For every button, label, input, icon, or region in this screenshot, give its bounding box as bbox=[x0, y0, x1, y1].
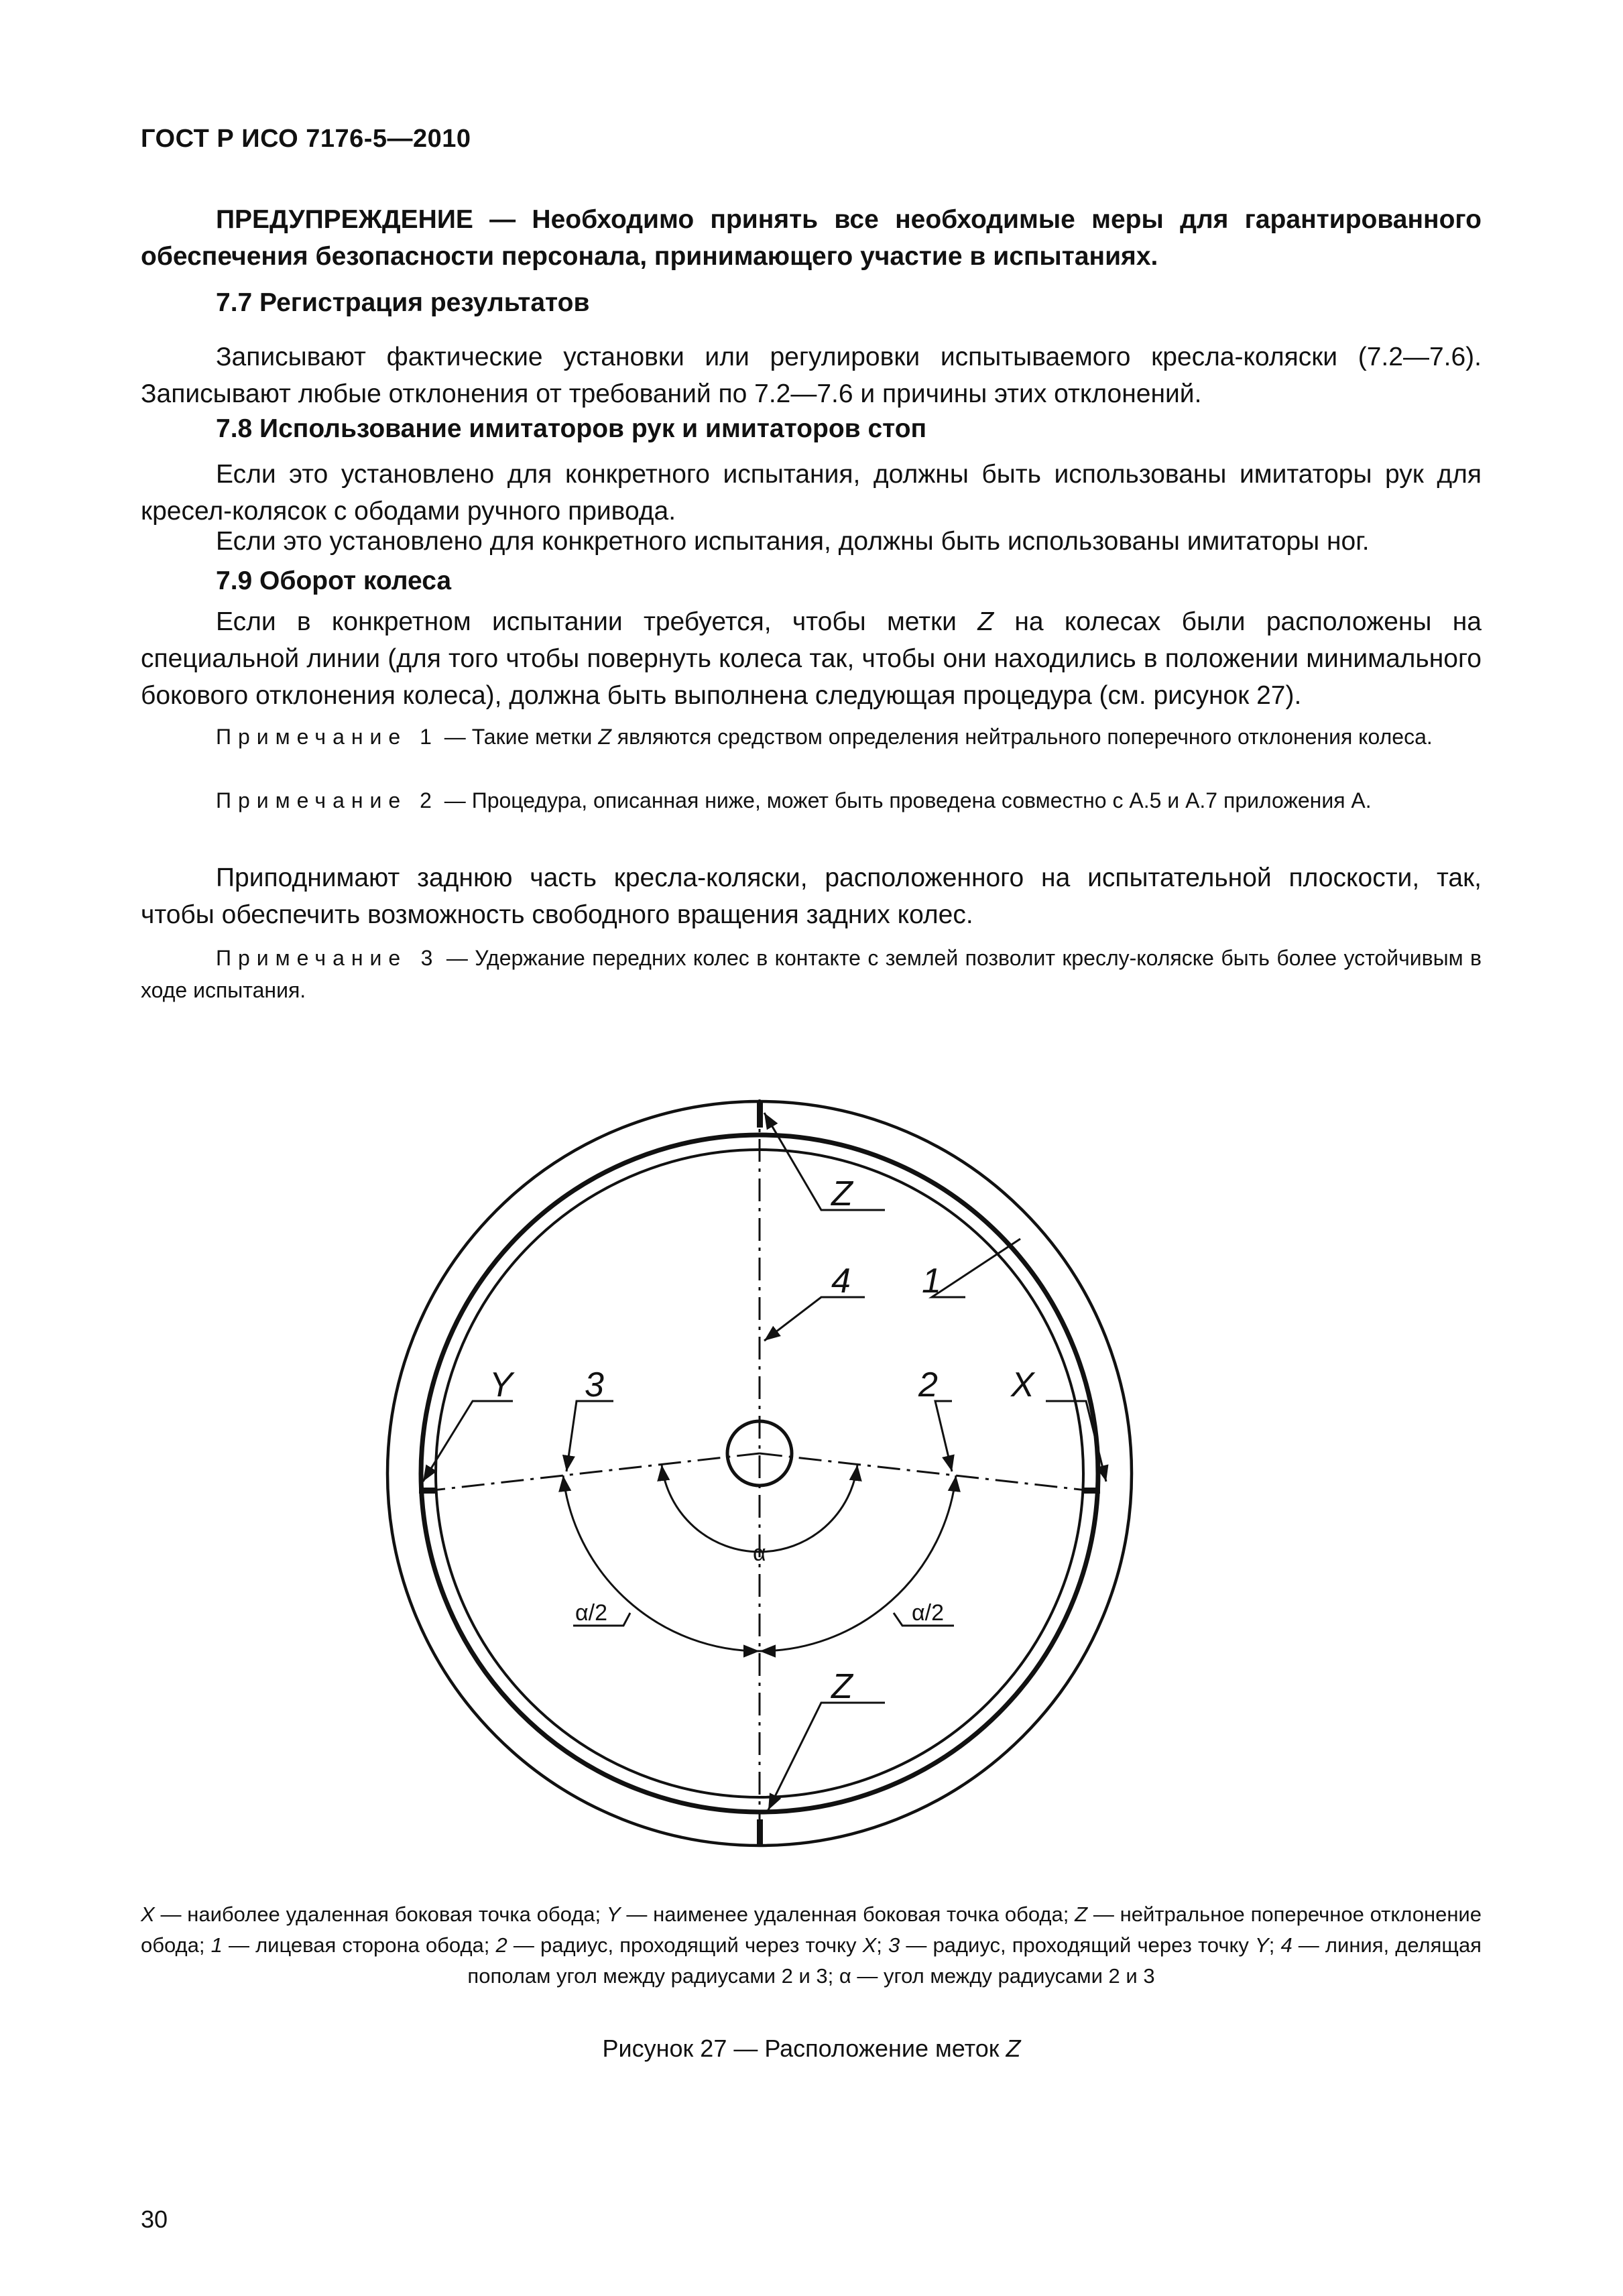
label-x: X bbox=[1011, 1366, 1034, 1404]
section-7-9-paragraph-1: Если в конкретном испытании требуется, чтобы метки Z на колесах были расположены на специальной линии (для того чтобы повернуть колеса так, чтобы они находились в положении минимального бокового отклонения колеса), должна быть выполнена следующая процедура (см. рисунок 27). bbox=[141, 607, 1482, 710]
section-7-8-paragraph-2: Если это установлено для конкретного испытания, должны быть использованы имитаторы ног. bbox=[216, 527, 1370, 556]
leader-4 bbox=[764, 1297, 865, 1341]
label-4: 4 bbox=[831, 1262, 851, 1301]
label-1: 1 bbox=[922, 1262, 941, 1301]
label-y: Y bbox=[489, 1366, 513, 1404]
z-mark-bottom bbox=[757, 1819, 763, 1846]
warning-paragraph: ПРЕДУПРЕЖДЕНИЕ — Необходимо принять все необходимые меры для гарантированного обеспечения безопасности персонала, принимающего участие в испытаниях. bbox=[141, 205, 1482, 271]
label-3: 3 bbox=[585, 1366, 604, 1404]
label-alpha-half-right: α/2 bbox=[912, 1600, 945, 1626]
label-alpha: α bbox=[753, 1540, 766, 1566]
section-7-8-paragraph-1: Если это установлено для конкретного испытания, должны быть использованы имитаторы рук для кресел-колясок с ободами ручного привода. bbox=[141, 460, 1482, 526]
leader-3 bbox=[566, 1401, 613, 1471]
page-number: 30 bbox=[141, 2206, 168, 2233]
section-7-9-paragraph-2: Приподнимают заднюю часть кресла-коляски, расположенного на испытательной плоскости, так, чтобы обеспечить возможность свободного вращения задних колес. bbox=[141, 863, 1482, 929]
figure-caption: Рисунок 27 — Расположение меток Z bbox=[602, 2035, 1021, 2062]
radius-3 bbox=[421, 1453, 760, 1492]
document-header: ГОСТ Р ИСО 7176-5—2010 bbox=[141, 125, 471, 153]
note-3: Примечание 3 — Удержание передних колес в контакте с землей позволит креслу-коляске быть более устойчивым в ходе испытания. bbox=[141, 946, 1482, 1002]
label-alpha-half-left: α/2 bbox=[575, 1600, 608, 1626]
radius-2 bbox=[760, 1453, 1098, 1492]
label-2: 2 bbox=[918, 1366, 938, 1404]
section-7-7-title: 7.7 Регистрация результатов bbox=[216, 288, 590, 317]
figure-legend: X — наиболее удаленная боковая точка обода; Y — наименее удаленная боковая точка обода; Z — нейтральное поперечное отклонение обода; 1 — лицевая сторона обода; 2 — радиус, проходящий через точку X; 3 — радиус, проходящий через точку Y; 4 — линия, делящая пополам угол между радиусами 2 и 3; α — угол между радиусами 2 и 3 bbox=[141, 1902, 1482, 1988]
section-7-8-title: 7.8 Использование имитаторов рук и имитаторов стоп bbox=[216, 414, 927, 443]
label-z-bottom: Z bbox=[831, 1667, 853, 1706]
label-z-top: Z bbox=[831, 1174, 853, 1213]
note-2: Примечание 2 — Процедура, описанная ниже, может быть проведена совместно с А.5 и А.7 приложения А. bbox=[216, 788, 1372, 812]
leader-2 bbox=[935, 1401, 952, 1471]
section-7-7-paragraph: Записывают фактические установки или регулировки испытываемого кресла-коляски (7.2—7.6). Записывают любые отклонения от требований по 7.2—7.6 и причины этих отклонений. bbox=[141, 343, 1482, 408]
section-7-9-title: 7.9 Оборот колеса bbox=[216, 566, 452, 595]
leader-1 bbox=[932, 1239, 1020, 1297]
y-mark bbox=[419, 1488, 435, 1494]
x-mark bbox=[1084, 1488, 1100, 1494]
z-mark-top bbox=[757, 1101, 763, 1128]
leader-z-top bbox=[764, 1113, 885, 1210]
note-1: Примечание 1 — Такие метки Z являются средством определения нейтрального поперечного отклонения колеса. bbox=[216, 725, 1433, 749]
